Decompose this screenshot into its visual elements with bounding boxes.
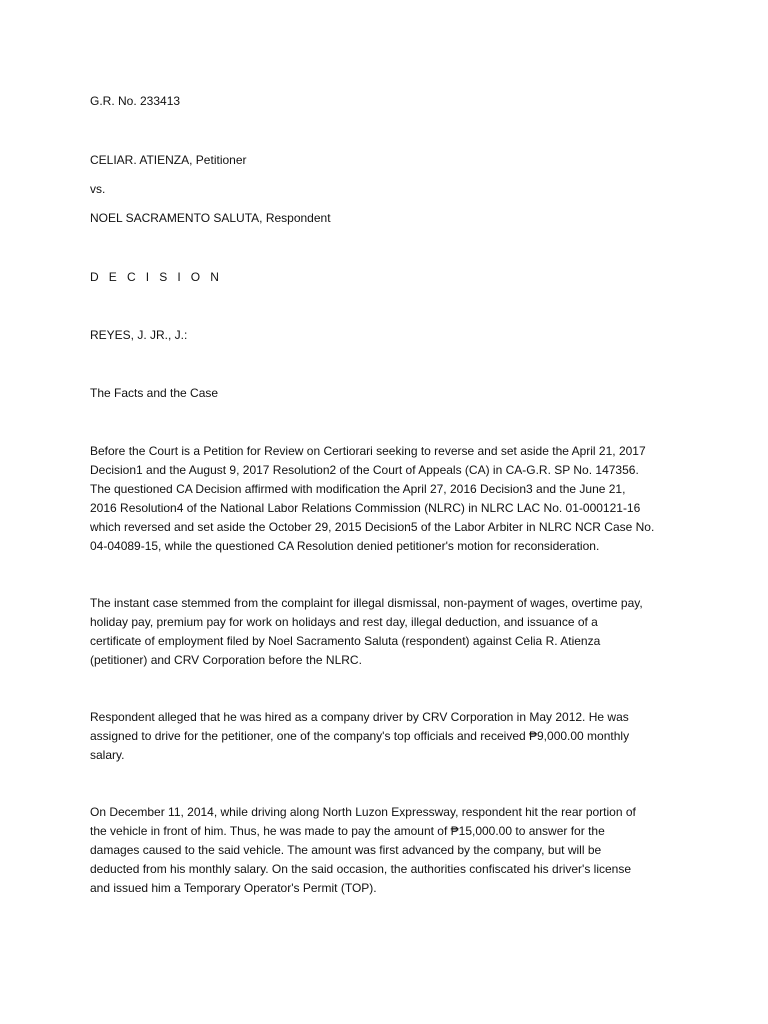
paragraph-line: The instant case stemmed from the complaint for illegal dismissal, non-payment of wages, overtime pay, <box>90 596 643 610</box>
paragraph-line: which reversed and set aside the October 29, 2015 Decision5 of the Labor Arbiter in NLRC NCR Case No. <box>90 520 655 534</box>
paragraph-line: salary. <box>90 748 125 762</box>
respondent-line: NOEL SACRAMENTO SALUTA, Respondent <box>90 211 331 225</box>
paragraph-line: deducted from his monthly salary. On the said occasion, the authorities confiscated his driver's license <box>90 862 632 876</box>
paragraph-line: (petitioner) and CRV Corporation before the NLRC. <box>90 653 362 667</box>
paragraph-3 <box>90 708 690 765</box>
paragraph-line: holiday pay, premium pay for work on holidays and rest day, illegal deduction, and issuance of a <box>90 615 598 629</box>
paragraph-line: Decision1 and the August 9, 2017 Resolution2 of the Court of Appeals (CA) in CA-G.R. SP No. 147356. <box>90 463 639 477</box>
paragraph-line: Respondent alleged that he was hired as a company driver by CRV Corporation in May 2012. He was <box>90 710 629 724</box>
paragraph-line: The questioned CA Decision affirmed with modification the April 27, 2016 Decision3 and the June 21, <box>90 482 626 496</box>
paragraph-line: and issued him a Temporary Operator's Permit (TOP). <box>90 881 377 895</box>
paragraph-1 <box>90 442 690 556</box>
paragraph-line: 2016 Resolution4 of the National Labor Relations Commission (NLRC) in NLRC LAC No. 01-000121-16 <box>90 501 641 515</box>
paragraph-line: assigned to drive for the petitioner, one of the company's top officials and received ₱9,000.00 monthly <box>90 729 630 743</box>
paragraph-line: 04-04089-15, while the questioned CA Resolution denied petitioner's motion for reconsideration. <box>90 539 600 553</box>
paragraph-line: Before the Court is a Petition for Review on Certiorari seeking to reverse and set aside the April 21, 2017 <box>90 444 646 458</box>
ponente-line: REYES, J. JR., J.: <box>90 328 188 342</box>
paragraph-line: On December 11, 2014, while driving along North Luzon Expressway, respondent hit the rear portion of <box>90 805 636 819</box>
paragraph-4 <box>90 803 690 898</box>
paragraph-line: certificate of employment filed by Noel Sacramento Saluta (respondent) against Celia R. Atienza <box>90 634 601 648</box>
decision-heading-text: D E C I S I O N <box>90 270 223 284</box>
versus-line: vs. <box>90 182 106 196</box>
paragraph-2 <box>90 594 690 670</box>
section-title: The Facts and the Case <box>90 386 219 400</box>
decision-heading <box>90 268 222 287</box>
paragraph-line: the vehicle in front of him. Thus, he was made to pay the amount of ₱15,000.00 to answer for the <box>90 824 605 838</box>
petitioner-line: CELIAR. ATIENZA, Petitioner <box>90 153 247 167</box>
paragraph-line: damages caused to the said vehicle. The amount was first advanced by the company, but will be <box>90 843 602 857</box>
case-number: G.R. No. 233413 <box>90 94 181 108</box>
